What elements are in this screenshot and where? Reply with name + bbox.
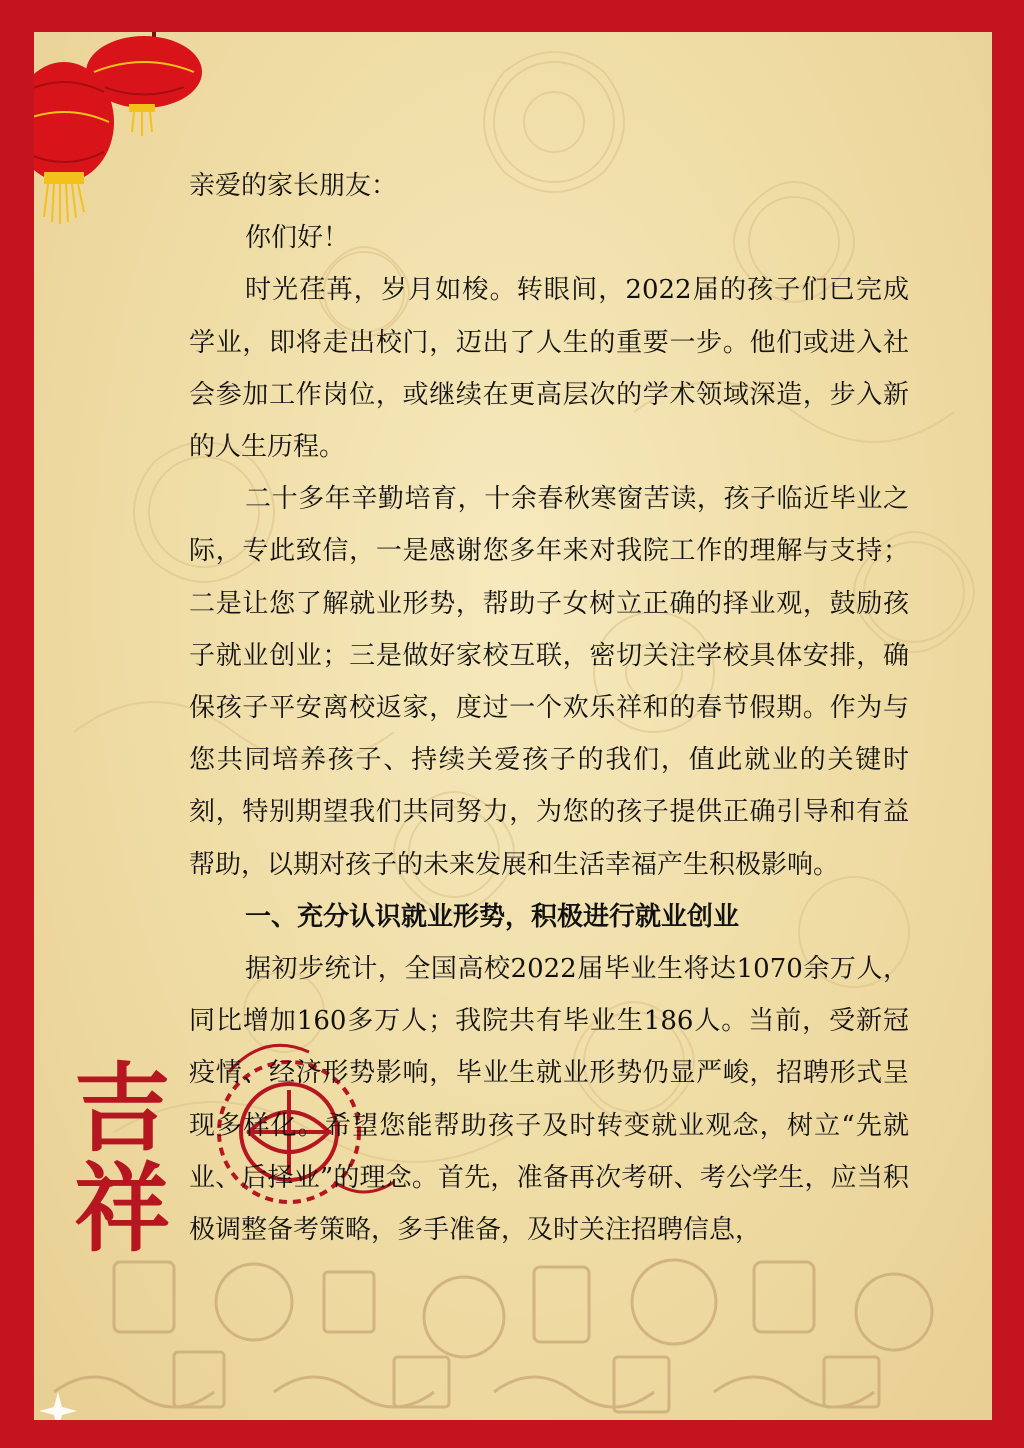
sparkle-icon	[39, 1392, 77, 1420]
calligraphy-char-ji: 吉	[74, 1052, 170, 1165]
letter-salutation: 亲爱的家长朋友：	[189, 171, 398, 201]
lantern-icon	[34, 32, 202, 224]
calligraphy-char-xiang: 祥	[74, 1152, 170, 1265]
section-paragraph: 据初步统计，全国高校2022届毕业生将达1070余万人，同比增加160多万人；我院共有毕业生186人。当前，受新冠疫情、经济形势影响，毕业生就业形势仍显严峻，招聘形式呈现多样化。希望您能帮助孩子及时转变就业观念，树立“先就业、后择业”的理念。首先，准备再次考研、考公学生，应当积极调整备考策略，多手准备，及时关注招聘信息，	[189, 954, 909, 1246]
letter-paper	[34, 32, 992, 1420]
letter-paragraph: 二十多年辛勤培育，十余春秋寒窗苦读，孩子临近毕业之际，专此致信，一是感谢您多年来对我院工作的理解与支持；二是让您了解就业形势，帮助子女树立正确的择业观，鼓励孩子就业创业；三是做好家校互联，密切关注学校具体安排，确保孩子平安离校返家，度过一个欢乐祥和的春节假期。作为与您共同培养孩子、持续关爱孩子的我们，值此就业的关键时刻，特别期望我们共同努力，为您的孩子提供正确引导和有益帮助，以期对孩子的未来发展和生活幸福产生积极影响。	[189, 484, 909, 880]
seal-stamps	[54, 1260, 932, 1412]
calligraphy-decoration	[74, 1052, 170, 1265]
letter-paragraph: 时光荏苒，岁月如梭。转眼间，2022届的孩子们已完成学业，即将走出校门，迈出了人生的重要一步。他们或进入社会参加工作岗位，或继续在更高层次的学术领域深造，步入新的人生历程。	[189, 275, 909, 463]
letter-greeting: 你们好！	[245, 223, 350, 254]
letter-body	[189, 160, 909, 1256]
section-heading: 一、充分认识就业形势，积极进行就业创业	[245, 901, 740, 932]
